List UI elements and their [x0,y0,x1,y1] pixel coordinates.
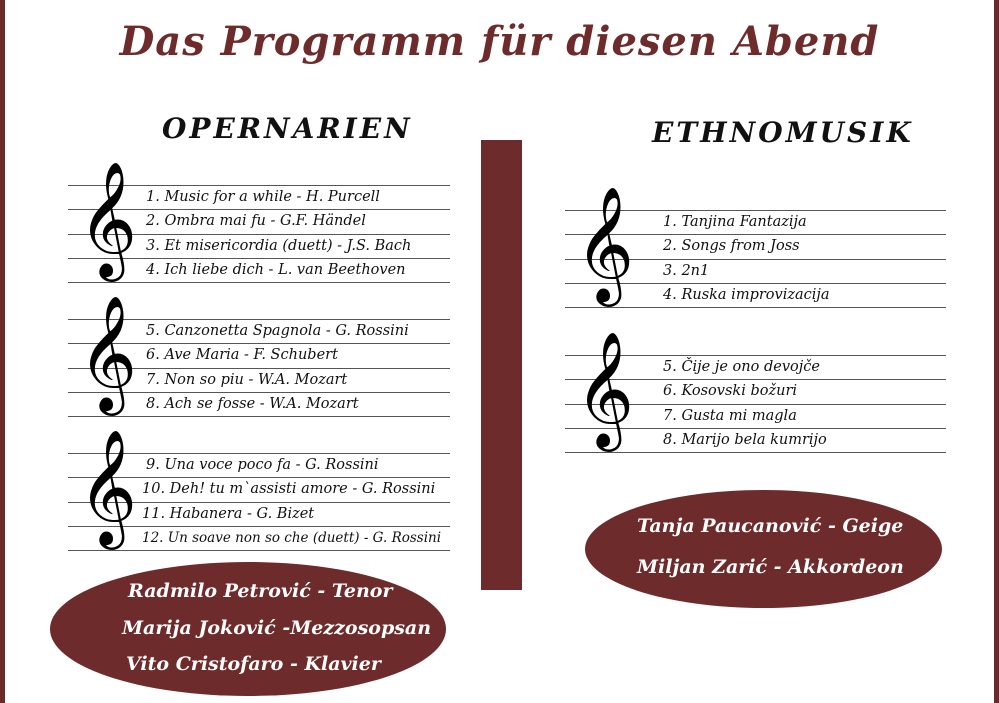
program-item: 6. Kosovski božuri [663,383,798,399]
performers-ethno-ellipse [585,490,942,608]
section-title-opera: OPERNARIEN [162,112,413,145]
performer-name: Radmilo Petrović - Tenor [128,580,393,602]
performers-opera-ellipse [50,562,446,696]
program-item: 4. Ich liebe dich - L. van Beethoven [146,262,406,278]
program-item: 8. Ach se fosse - W.A. Mozart [146,396,359,412]
staff-line [68,550,450,551]
opera-staff-2 [68,294,450,417]
section-title-ethno: ETHNOMUSIK [652,116,914,149]
opera-staff-3 [68,428,450,551]
page-border-left [0,0,5,703]
program-item: 5. Čije je ono devojče [663,359,820,375]
program-item: 4. Ruska improvizacija [663,287,830,303]
treble-clef-icon: 𝄞 [78,428,138,545]
treble-clef-icon: 𝄞 [78,294,138,411]
program-item: 10. Deh! tu m`assisti amore - G. Rossini [142,481,436,497]
staff-line [565,307,946,308]
treble-clef-icon: 𝄞 [575,330,635,447]
program-item: 2. Ombra mai fu - G.F. Händel [146,213,366,229]
treble-clef-icon: 𝄞 [575,185,635,302]
ethno-staff-2 [565,330,946,453]
program-item: 12. Un soave non so che (duett) - G. Rossini [142,530,442,546]
performer-name: Miljan Zarić - Akkordeon [637,556,904,578]
program-item: 7. Non so piu - W.A. Mozart [146,372,348,388]
performer-name: Vito Cristofaro - Klavier [126,653,381,675]
program-item: 2. Songs from Joss [663,238,800,254]
page-title: Das Programm für diesen Abend [119,18,880,65]
performer-name: Marija Joković -Mezzosopsan [122,617,432,639]
performer-name: Tanja Paucanović - Geige [637,515,904,537]
staff-line [68,282,450,283]
program-item: 11. Habanera - G. Bizet [142,506,315,522]
program-item: 3. 2n1 [663,263,710,279]
page-border-right [994,0,999,703]
column-divider [481,140,522,590]
program-item: 8. Marijo bela kumrijo [663,432,827,448]
staff-line [565,452,946,453]
opera-staff-1 [68,160,450,283]
ethno-staff-1 [565,185,946,308]
program-item: 5. Canzonetta Spagnola - G. Rossini [146,323,409,339]
treble-clef-icon: 𝄞 [78,160,138,277]
program-item: 9. Una voce poco fa - G. Rossini [146,457,379,473]
program-item: 7. Gusta mi magla [663,408,797,424]
program-item: 1. Music for a while - H. Purcell [146,189,380,205]
program-item: 3. Et misericordia (duett) - J.S. Bach [146,238,412,254]
program-item: 6. Ave Maria - F. Schubert [146,347,338,363]
staff-line [68,416,450,417]
program-item: 1. Tanjina Fantazija [663,214,807,230]
